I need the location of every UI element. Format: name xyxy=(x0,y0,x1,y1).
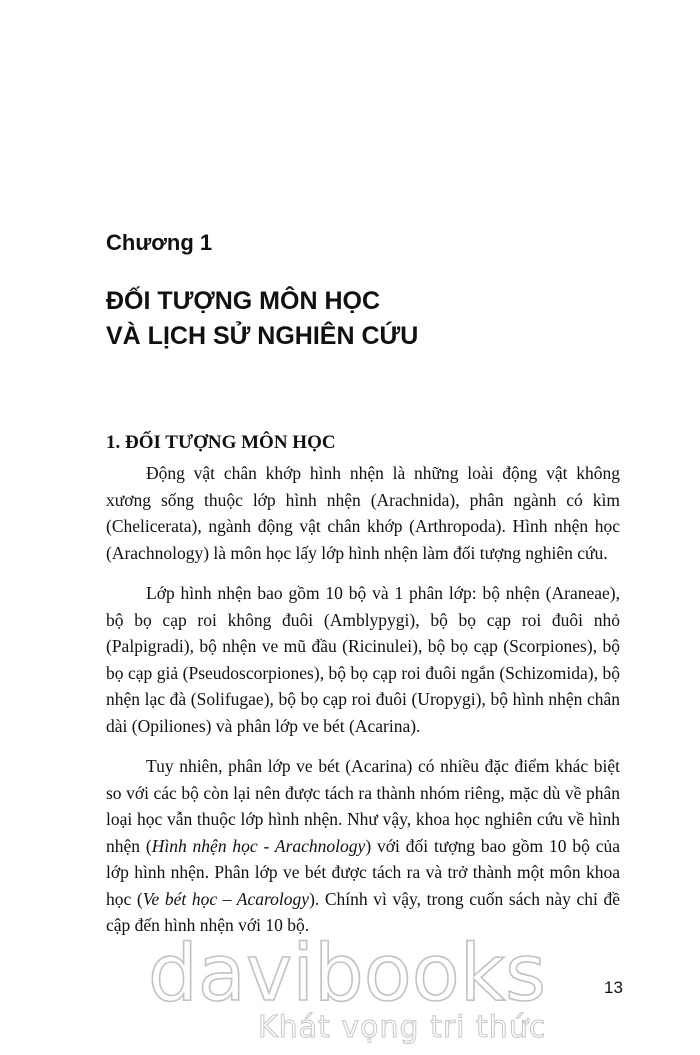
paragraph-1: Động vật chân khớp hình nhện là những loài động vật không xương sống thuộc lớp hình nhện (Arachnida), phân ngành có kìm (Chelicerata), ngành động vật chân khớp (Arthropoda). Hình nhện học (Arachnology) là môn học lấy lớp hình nhện làm đối tượng nghiên cứu. xyxy=(106,463,620,563)
paragraph-3 xyxy=(106,753,620,939)
page-number: 13 xyxy=(604,978,623,997)
paragraph-3-italic-term-1: Hình nhện học - Arachnology xyxy=(151,835,366,856)
paragraph-3-italic-term-2: Ve bét học – Acarology xyxy=(142,888,310,909)
section-heading: 1. ĐỐI TƯỢNG MÔN HỌC xyxy=(106,432,336,453)
chapter-label: Chương 1 xyxy=(106,230,213,255)
paragraph-3-part-c: ). Chính vì vậy, trong cuốn sách này chỉ đề cập đến hình nhện với 10 bộ. xyxy=(106,888,620,935)
watermark-logo xyxy=(148,926,548,1012)
chapter-title xyxy=(106,284,626,354)
watermark-slogan: Khát vọng tri thức xyxy=(258,1010,547,1045)
paragraph-3-part-b: ) với đối tượng bao gồm 10 bộ của lớp hình nhện. Phân lớp ve bét được tách ra và trở thành một môn khoa học ( xyxy=(106,835,620,909)
paragraph-3-part-a: Tuy nhiên, phân lớp ve bét (Acarina) có nhiều đặc điểm khác biệt so với các bộ còn lại nên được tách ra thành nhóm riêng, mặc dù về phân loại học vẫn thuộc lớp hình nhện. Như vậy, khoa học nghiên cứu về hình nhện ( xyxy=(106,756,620,856)
chapter-title-line-2: VÀ LỊCH SỬ NGHIÊN CỨU xyxy=(106,322,419,350)
chapter-title-line-1: ĐỐI TƯỢNG MÔN HỌC xyxy=(106,287,380,315)
paragraph-2: Lớp hình nhện bao gồm 10 bộ và 1 phân lớp: bộ nhện (Araneae), bộ bọ cạp roi không đuôi (Amblypygi), bộ bọ cạp roi đuôi nhỏ (Palpigradi), bộ nhện ve mũ đầu (Ricinulei), bộ bọ cạp (Scorpiones), bộ bọ cạp giả (Pseudoscorpiones), bộ bọ cạp roi đuôi ngắn (Schizomida), bộ nhện lạc đà (Solifugae), bộ bọ cạp roi đuôi (Uropygi), bộ hình nhện chân dài (Opiliones) và phân lớp ve bét (Acarina). xyxy=(106,583,620,736)
body-text xyxy=(106,460,620,953)
svg-text:davibooks: davibooks xyxy=(148,929,546,1012)
